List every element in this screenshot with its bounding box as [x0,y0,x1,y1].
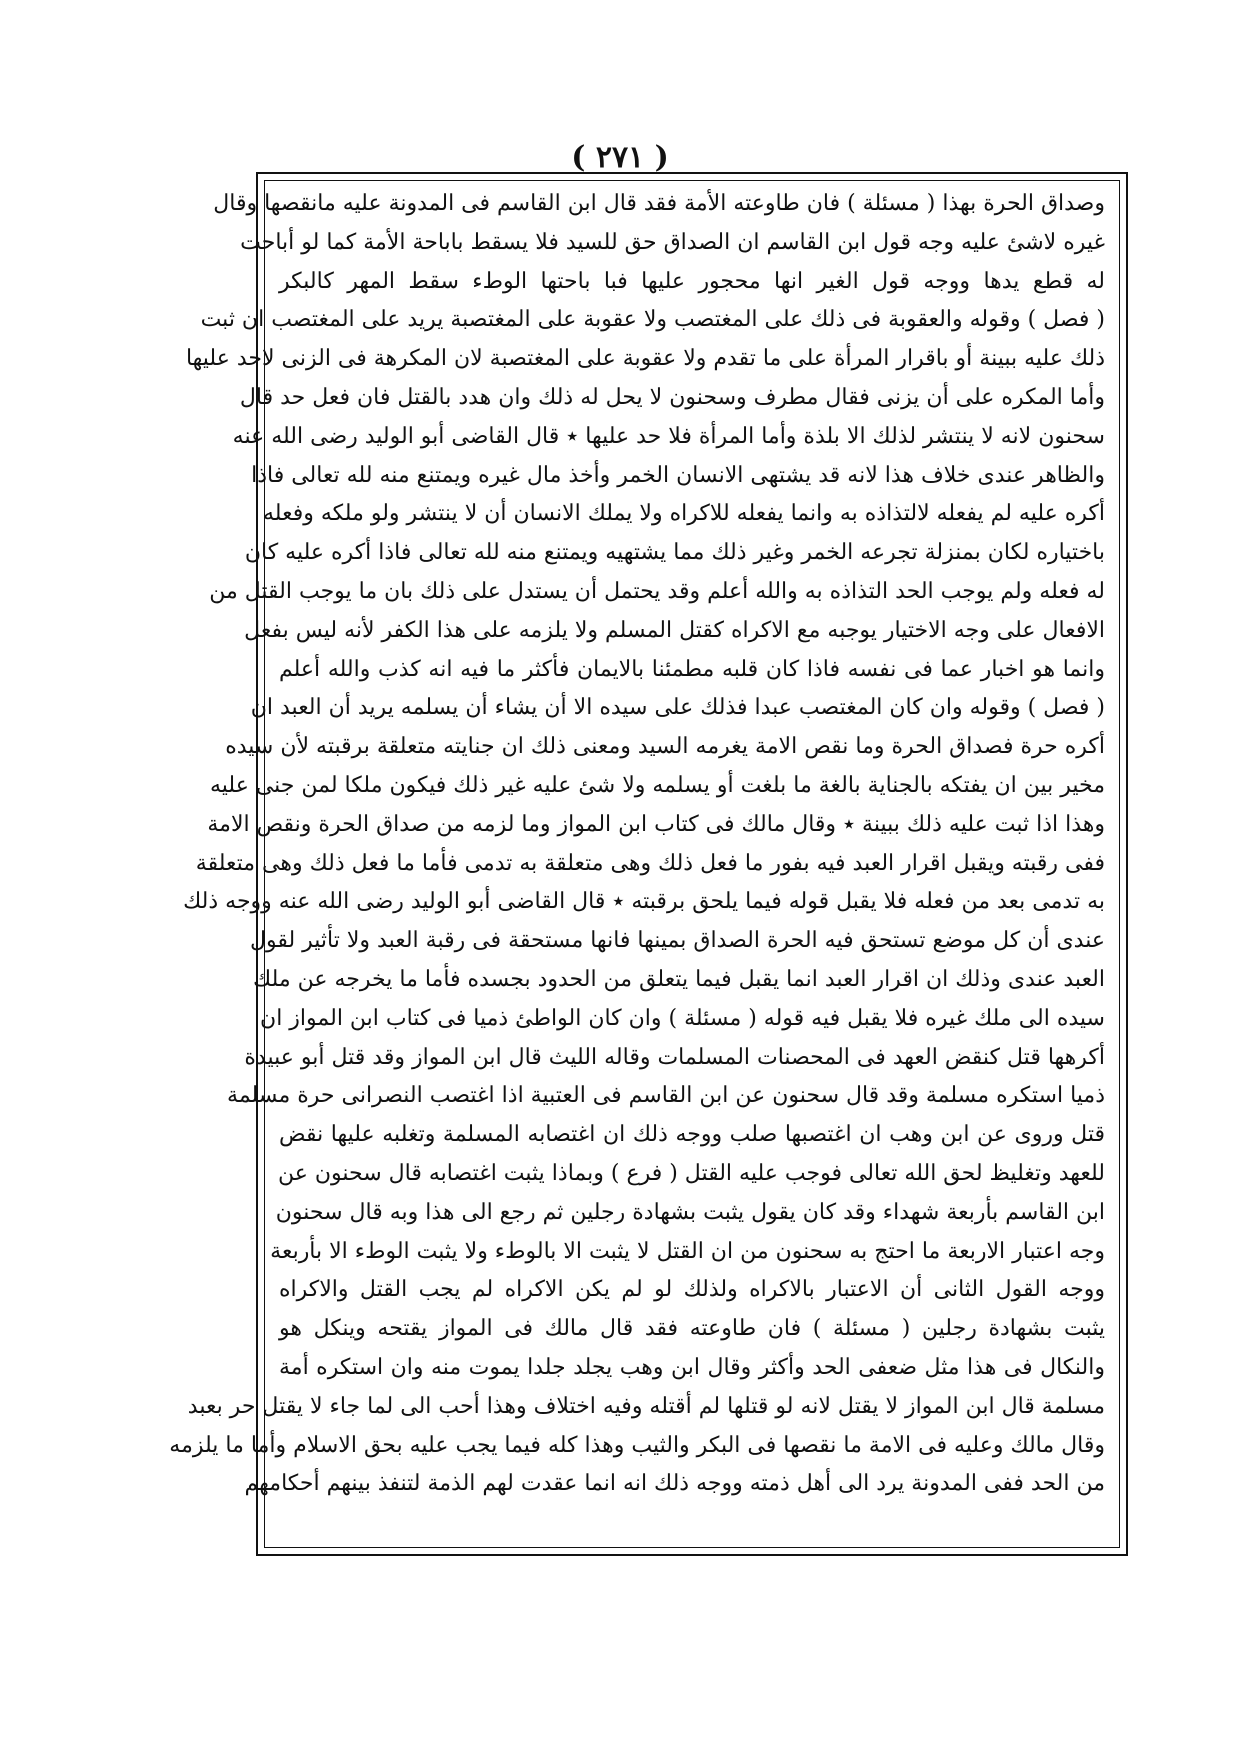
text-line: قتل وروى عن ابن وهب ان اغتصبها صلب ووجه ذلك ان اغتصابه المسلمة وتغلبه عليها نقض [279,1122,1105,1148]
page-frame [169,172,1128,1556]
text-line: مسلمة قال ابن المواز لا يقتل لانه لو قتلها لم أقتله وفيه اختلاف وهذا أحب الى لما جاء لا يقتل حر بعبد [187,1393,1105,1419]
text-line: والنكال فى هذا مثل ضعفى الحد وأكثر وقال ابن وهب يجلد جلدا يموت منه وان استكره أمة [279,1354,1105,1380]
text-line: سحنون لانه لا ينتشر لذلك الا بلذة وأما المرأة فلا حد عليها ٭ قال القاضى أبو الوليد رضى الله عنه [232,423,1105,449]
text-line: للعهد وتغليظ لحق الله تعالى فوجب عليه القتل ( فرع ) وبماذا يثبت اغتصابه قال سحنون عن [278,1160,1105,1186]
text-line: ابن القاسم بأربعة شهداء وقد كان يقول يثبت بشهادة رجلين ثم رجع الى هذا وبه قال سحنون [275,1199,1105,1225]
page-number: ( ٢٧١ ) [571,140,669,175]
text-line: ( فصل ) وقوله والعقوبة فى ذلك على المغتصب ولا عقوبة على المغتصبة يريد على المغتصب ان ثبت [200,307,1105,333]
text-line: غيره لاشئ عليه وجه قول ابن القاسم ان الصداق حق للسيد فلا يسقط باباحة الأمة كما لو أباحت [240,229,1105,255]
text-line: أكرهها قتل كنقض العهد فى المحصنات المسلمات وقاله الليث قال ابن المواز وقد قتل أبو عبيدة [244,1044,1105,1070]
text-line: ووجه القول الثانى أن الاعتبار بالاكراه ولذلك لو لم يكن الاكراه لم يجب القتل والاكراه [279,1277,1105,1303]
text-line: باختياره لكان بمنزلة تجرعه الخمر وغير ذلك مما يشتهيه ويمتنع منه لله تعالى فاذا أكره عليه كان [244,540,1105,566]
text-line: مخير بين ان يفتكه بالجناية بالغة ما بلغت أو يسلمه ولا شئ عليه غير ذلك فيكون ملكا لمن جنى عليه [209,772,1105,798]
text-line: أكره عليه لم يفعله لالتذاذه به وانما يفعله للاكراه ولا يملك الانسان أن لا ينتشر ولو ملكه وفعله [263,501,1105,527]
text-line: ففى رقبته ويقبل اقرار العبد فيه بفور ما فعل ذلك وهى متعلقة به تدمى فأما ما فعل ذلك وهى متعلقة [195,850,1105,876]
text-line: وقال مالك وعليه فى الامة ما نقصها فى البكر والثيب وهذا كله فيما يجب عليه بحق الاسلام وأما ما يلزمه [169,1432,1105,1458]
text-line: وأما المكره على أن يزنى فقال مطرف وسحنون لا يحل له ذلك وان هدد بالقتل فان فعل حد قال [239,384,1105,410]
text-line: له قطع يدها ووجه قول الغير انها محجور عليها فبا باحتها الوطء سقط المهر كالبكر [279,268,1105,294]
text-line: سيده الى ملك غيره فلا يقبل فيه قوله ( مسئلة ) وان كان الواطئ ذميا فى كتاب ابن المواز ان [260,1005,1105,1031]
text-line: ذلك عليه ببينة أو باقرار المرأة على ما تقدم ولا عقوبة على المغتصبة لان المكرهة فى الزنى لاحد عليها [185,346,1105,372]
page-frame-inner-border [169,180,1120,1548]
text-line: ( فصل ) وقوله وان كان المغتصب عبدا فذلك على سيده الا أن يشاء أن يسلمه يريد أن العبد ان [250,695,1105,721]
text-line: له فعله ولم يوجب الحد التذاذه به والله أعلم وقد يحتمل أن يستدل على ذلك بان ما يوجب القتل من [209,578,1105,604]
text-line: يثبت بشهادة رجلين ( مسئلة ) فان طاوعته فقد قال مالك فى المواز يقتحه وينكل هو [279,1316,1105,1342]
text-line: وانما هو اخبار عما فى نفسه فاذا كان قلبه مطمئنا بالايمان فأكثر ما فيه انه كذب والله أعلم [279,656,1105,682]
text-line: ذميا استكره مسلمة وقد قال سحنون عن ابن القاسم فى العتبية اذا اغتصب النصرانى حرة مسلمة [227,1083,1105,1109]
text-line: وهذا اذا ثبت عليه ذلك ببينة ٭ وقال مالك فى كتاب ابن المواز وما لزمه من صداق الحرة ونقص الامة [207,811,1105,837]
text-line: به تدمى بعد من فعله فلا يقبل قوله فيما يلحق برقبته ٭ قال القاضى أبو الوليد رضى الله عنه ووجه ذلك [183,889,1105,915]
text-line: أكره حرة فصداق الحرة وما نقص الامة يغرمه السيد ومعنى ذلك ان جنايته متعلقة برقبته لأن سيده [225,734,1105,760]
text-line: الافعال على وجه الاختيار يوجبه مع الاكراه كقتل المسلم ولا يلزمه على هذا الكفر لأنه ليس بفعل [244,617,1105,643]
text-line: وصداق الحرة بهذا ( مسئلة ) فان طاوعته الأمة فقد قال ابن القاسم فى المدونة عليه مانقصها وقال [213,191,1105,216]
text-line: من الحد ففى المدونة يرد الى أهل ذمته ووجه ذلك انه انما عقدت لهم الذمة لتنفذ بينهم أحكامهم [244,1471,1105,1497]
text-line: والظاهر عندى خلاف هذا لانه قد يشتهى الانسان الخمر وأخذ مال غيره ويمتنع منه لله تعالى فاذا [251,462,1105,488]
text-line [279,1504,1105,1543]
body-text [169,185,1105,1543]
text-line: عندى أن كل موضع تستحق فيه الحرة الصداق بمينها فانها مستحقة فى رقبة العبد ولا تأثير لقول [249,928,1105,954]
text-line: وجه اعتبار الاربعة ما احتج به سحنون من ان القتل لا يثبت الا بالوطء ولا يثبت الوطء الا بأربعة [270,1238,1105,1264]
text-line: العبد عندى وذلك ان اقرار العبد انما يقبل فيما يتعلق من الحدود بجسده فأما ما يخرجه عن ملك [253,966,1105,992]
